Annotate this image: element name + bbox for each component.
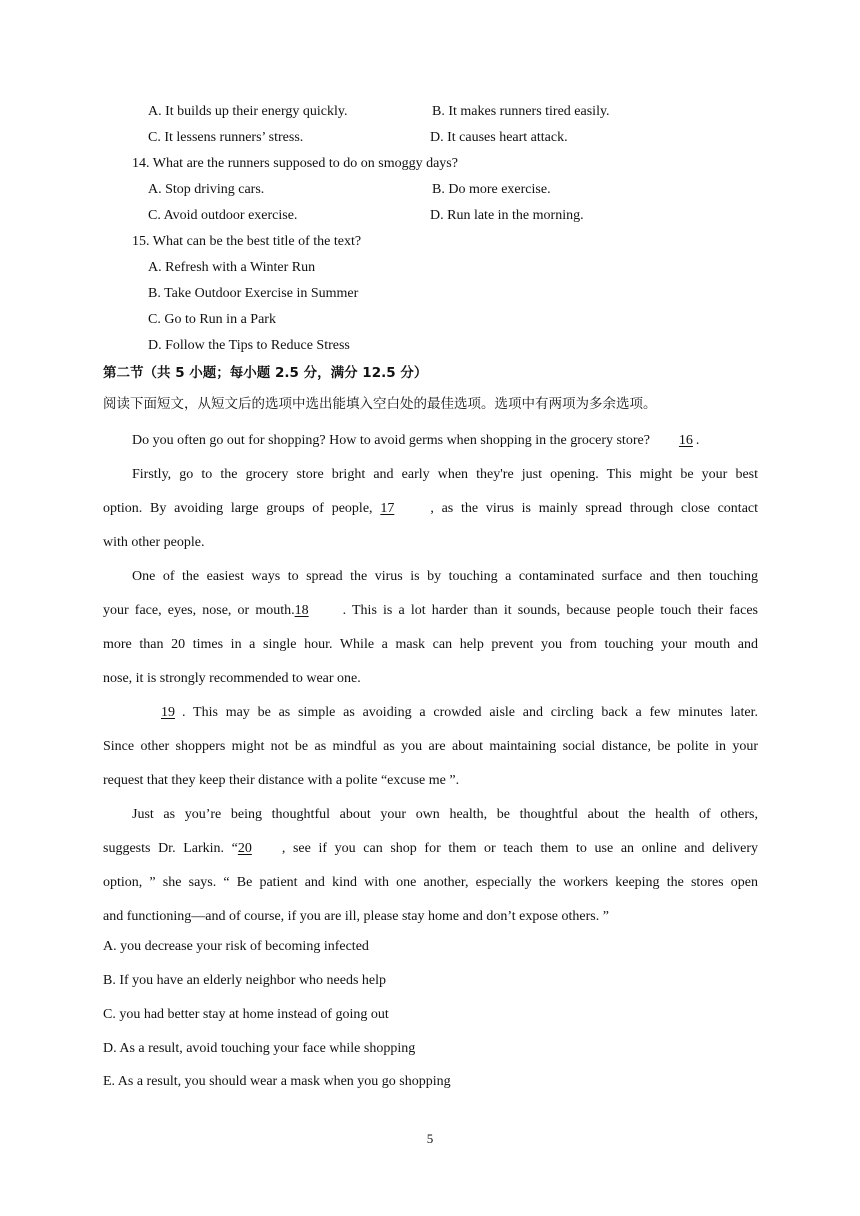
q14-question: 14. What are the runners supposed to do on smoggy days? <box>132 156 458 171</box>
passage-paragraph-1 <box>103 424 758 458</box>
choice-c: C. you had better stay at home instead of going out <box>103 1007 389 1022</box>
q13-option-b: B. It makes runners tired easily. <box>432 104 610 119</box>
blank-19: 19 <box>161 705 175 720</box>
blank-16: 16 <box>678 433 693 448</box>
choice-b: B. If you have an elderly neighbor who needs help <box>103 973 387 988</box>
choice-a: A. you decrease your risk of becoming infected <box>103 939 369 954</box>
blank-18: 18 <box>294 603 309 618</box>
passage-p3-line-3: more than 20 times in a single hour. While a mask can help prevent you from touching your mouth and <box>103 637 758 652</box>
p1-text: Do you often go out for shopping? How to avoid germs when shopping in the grocery store? <box>132 433 650 448</box>
passage-p2-line-1: Firstly, go to the grocery store bright and early when they're just opening. This might be your best <box>132 467 758 482</box>
page-number: 5 <box>426 1131 434 1146</box>
passage-p3-line-1: One of the easiest ways to spread the virus is by touching a contaminated surface and then touching <box>132 569 758 584</box>
passage-p3-line-4: nose, it is strongly recommended to wear one. <box>103 671 361 686</box>
passage-p2-line-3: with other people. <box>103 535 205 550</box>
q14-option-b: B. Do more exercise. <box>432 182 551 197</box>
q14-option-c: C. Avoid outdoor exercise. <box>148 208 298 223</box>
passage-p5-line-1: Just as you’re being thoughtful about your own health, be thoughtful about the health of others, <box>132 807 758 822</box>
q13-option-d: D. It causes heart attack. <box>430 130 568 145</box>
passage-p3-line-2 <box>103 594 758 628</box>
section-heading: 第二节（共 5 小题；每小题 2.5 分，满分 12.5 分） <box>103 365 428 381</box>
q13-option-c: C. It lessens runners’ stress. <box>148 130 304 145</box>
passage-p5-line-2 <box>103 832 758 866</box>
passage-p2-line-2 <box>103 492 758 526</box>
p3-text-b: . This is a lot harder than it sounds, because people touch their faces <box>342 603 758 618</box>
q15-option-d: D. Follow the Tips to Reduce Stress <box>148 338 350 353</box>
choice-e: E. As a result, you should wear a mask when you go shopping <box>103 1074 451 1089</box>
section-instruction: 阅读下面短文，从短文后的选项中选出能填入空白处的最佳选项。选项中有两项为多余选项。 <box>103 396 657 412</box>
passage-p4-line-2: Since other shoppers might not be as mindful as you are about maintaining social distance, be polite in your <box>103 739 758 754</box>
passage-p4-line-1 <box>103 696 758 730</box>
p4-text-b: . This may be as simple as avoiding a crowded aisle and circling back a few minutes later. <box>182 705 758 720</box>
p1-period: . <box>695 433 700 448</box>
q15-option-b: B. Take Outdoor Exercise in Summer <box>148 286 359 301</box>
blank-20: 20 <box>237 841 252 856</box>
passage-p5-line-4: and functioning—and of course, if you are ill, please stay home and don’t expose others. ” <box>103 909 609 924</box>
p2-text-a: option. By avoiding large groups of people, <box>103 501 373 516</box>
q13-option-a: A. It builds up their energy quickly. <box>148 104 348 119</box>
blank-17: 17 <box>380 501 395 516</box>
q15-option-c: C. Go to Run in a Park <box>148 312 276 327</box>
p2-text-b: , as the virus is mainly spread through close contact <box>430 501 759 516</box>
passage-p4-line-3: request that they keep their distance with a polite “excuse me ”. <box>103 773 460 788</box>
q14-option-d: D. Run late in the morning. <box>430 208 584 223</box>
p5-text-a: suggests Dr. Larkin. “ <box>103 841 238 856</box>
p3-text-a: your face, eyes, nose, or mouth. <box>103 603 295 618</box>
q14-option-a: A. Stop driving cars. <box>148 182 265 197</box>
q15-option-a: A. Refresh with a Winter Run <box>148 260 316 275</box>
choice-d: D. As a result, avoid touching your face while shopping <box>103 1041 416 1056</box>
p5-text-b: , see if you can shop for them or teach them to use an online and delivery <box>281 841 758 856</box>
q15-question: 15. What can be the best title of the text? <box>132 234 362 249</box>
passage-p5-line-3: option, ” she says. “ Be patient and kind with one another, especially the workers keeping the stores open <box>103 875 758 890</box>
